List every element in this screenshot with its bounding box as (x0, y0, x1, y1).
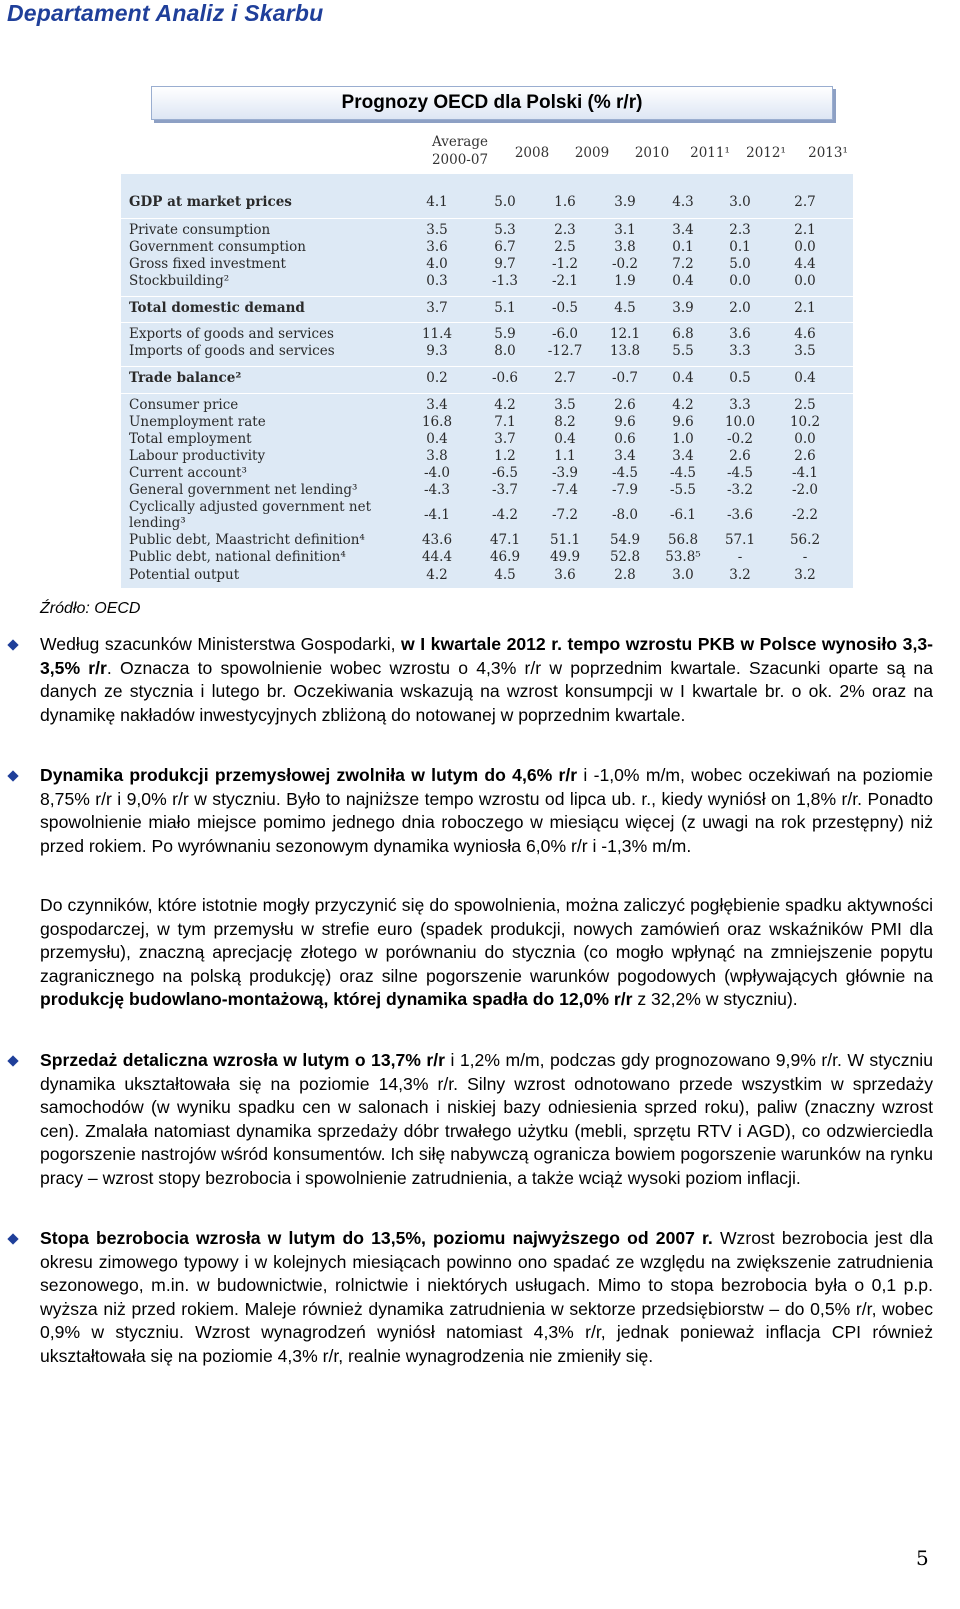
table-cell: 3.5 (426, 222, 448, 238)
row-label: Public debt, national definition⁴ (129, 549, 346, 565)
table-cell: 9.6 (614, 414, 636, 430)
table-cell: 5.9 (494, 326, 516, 342)
row-label: Unemployment rate (129, 414, 266, 430)
table-cell: 10.2 (789, 414, 821, 430)
table-cell: 5.1 (494, 300, 516, 316)
table-cell: 3.4 (614, 448, 636, 464)
table-cell: 16.8 (421, 414, 453, 430)
paragraph-industrial-production (40, 764, 933, 858)
table-cell: 3.4 (672, 448, 694, 464)
table-row (121, 300, 853, 317)
text-bold: Sprzedaż detaliczna wzrosła w lutym o 13,7% r/r (40, 1050, 446, 1070)
col-header-2010: 2010 (634, 145, 670, 161)
row-label: Public debt, Maastricht definition⁴ (129, 532, 365, 548)
text: . Oznacza to spowolnienie wobec wzrostu o 4,3% r/r w poprzednim kwartale. Szacunki oparte są na danych ze stycznia i lutego br. Oczekiwania wskazują na wzrost konsumpcji w I kwartale br. o ok. 2% oraz na dynamikę nakładów inwestycyjnych zbliżoną do notowanej w poprzednim kwartale. (40, 657, 933, 725)
table-cell: 2.6 (614, 397, 636, 413)
table-row (121, 499, 853, 531)
text-bold: w I kwartale 2012 r. tempo wzrostu PKB w Polsce wynosiło 3,3-3,5% r/r (40, 634, 933, 678)
table-cell: 0.4 (554, 431, 576, 447)
text: Według szacunków Ministerstwa Gospodarki, (40, 634, 402, 654)
text-bold: Stopa bezrobocia wzrosła w lutym do 13,5%, poziomu najwyższego od 2007 r. (40, 1228, 713, 1248)
figure-source: Źródło: OECD (40, 600, 141, 617)
table-cell: 3.2 (794, 567, 816, 583)
table-cell: -0.2 (611, 256, 639, 272)
text: i 1,2% m/m, podczas gdy prognozowano 9,9% r/r. W styczniu dynamika ukształtowała się na poziomie 14,3% r/r. Silny wzrost odnotowano przede wszystkim w sprzedaży samochodów (w wyniku spadku cen w salonach i niskiej bazy odniesienia sprzed roku), paliw (znaczny wzrost cen). Zmalała natomiast dynamika sprzedaży dóbr trwałego użytku (mebli, sprzętu RTV i AGD), co odzwierciedla pogorszenie nastrojów wśród konsumentów. Ich siłę nabywczą ogranicza bowiem pogorszenie warunków na rynku pracy – wzrost stopy bezrobocia i spowolnienie zatrudnienia, a także wciąż wysoki poziom inflacji. (40, 1050, 933, 1188)
text: Do czynników, które istotnie mogły przyczynić się do spowolnienia, można zaliczyć pogłębienie spadku aktywności gospodarczej, w tym przemysłu w strefie euro (spadek produkcji, nowych zamówień oraz wskaźników PMI dla przemysłu), znaczną aprecjację złotego w porównaniu do stycznia (co mogło wpłynąć na zmniejszenie popytu zagranicznego na polską produkcję) oraz silne pogorszenie warunków pogodowych (wpływających głównie na (40, 895, 933, 986)
table-cell: 3.5 (794, 343, 816, 359)
row-label: Government consumption (129, 239, 306, 255)
table-row (121, 549, 853, 566)
table-cell: 1.9 (614, 273, 636, 289)
table-cell: -1.2 (551, 256, 579, 272)
table-cell: 4.6 (794, 326, 816, 342)
table-row (121, 448, 853, 465)
table-cell: 0.4 (794, 370, 816, 386)
table-cell: -7.4 (551, 482, 579, 498)
table-cell: 6.8 (672, 326, 694, 342)
table-cell: - (802, 549, 808, 565)
table-cell: -1.3 (491, 273, 519, 289)
table-cell: 0.3 (426, 273, 448, 289)
text-bold: Dynamika produkcji przemysłowej zwolniła w lutym do 4,6% r/r (40, 765, 578, 785)
table-cell: 3.0 (729, 194, 751, 210)
row-label: Cyclically adjusted government net lending³ (129, 499, 372, 531)
table-cell: - (737, 549, 743, 565)
table-cell: -5.5 (669, 482, 697, 498)
table-cell: 2.5 (794, 397, 816, 413)
table-cell: 1.2 (494, 448, 516, 464)
text-bold: produkcję budowlano-montażową, której dynamika spadła do 12,0% r/r (40, 989, 633, 1009)
table-cell: 3.6 (729, 326, 751, 342)
page-number: 5 (916, 1546, 929, 1570)
table-cell: 53.8⁵ (665, 549, 701, 565)
table-cell: 7.1 (494, 414, 516, 430)
table-row (121, 326, 853, 343)
table-cell: 1.1 (554, 448, 576, 464)
table-cell: -4.1 (423, 507, 451, 523)
table-cell: 1.0 (672, 431, 694, 447)
table-cell: 5.3 (494, 222, 516, 238)
table-cell: 2.6 (794, 448, 816, 464)
table-cell: 6.7 (494, 239, 516, 255)
table-cell: 3.1 (614, 222, 636, 238)
table-cell: 3.8 (426, 448, 448, 464)
table-cell: 3.5 (554, 397, 576, 413)
table-cell: -6.0 (551, 326, 579, 342)
table-cell: 57.1 (724, 532, 756, 548)
table-cell: 4.4 (794, 256, 816, 272)
table-cell: 54.9 (609, 532, 641, 548)
table-cell: -2.0 (791, 482, 819, 498)
table-cell: 3.4 (672, 222, 694, 238)
table-cell: 1.6 (554, 194, 576, 210)
table-cell: 44.4 (421, 549, 453, 565)
row-label: Total domestic demand (129, 300, 305, 316)
table-cell: 3.3 (729, 397, 751, 413)
table-cell: -6.1 (669, 507, 697, 523)
table-cell: 12.1 (609, 326, 641, 342)
table-cell: 4.2 (426, 567, 448, 583)
table-cell: -8.0 (611, 507, 639, 523)
table-cell: 9.7 (494, 256, 516, 272)
table-cell: -4.0 (423, 465, 451, 481)
table-cell: -0.5 (551, 300, 579, 316)
col-header-2011: 2011¹ (690, 145, 730, 161)
table-cell: 0.1 (672, 239, 694, 255)
col-header-average (430, 133, 490, 173)
table-cell: 0.4 (672, 370, 694, 386)
table-cell: 0.0 (794, 239, 816, 255)
table-cell: 3.3 (729, 343, 751, 359)
table-cell: 46.9 (489, 549, 521, 565)
table-cell: -3.6 (726, 507, 754, 523)
table-cell: 2.3 (554, 222, 576, 238)
table-row (121, 239, 853, 256)
table-cell: 4.1 (426, 194, 448, 210)
table-row (121, 222, 853, 239)
department-header: Departament Analiz i Skarbu (7, 0, 324, 26)
paragraph-unemployment (40, 1227, 933, 1368)
row-label: Gross fixed investment (129, 256, 286, 272)
table-cell: -0.7 (611, 370, 639, 386)
bullet-icon (7, 770, 18, 781)
bullet-icon (7, 639, 18, 650)
table-cell: 3.4 (426, 397, 448, 413)
table-separator (121, 366, 853, 367)
table-cell: -0.6 (491, 370, 519, 386)
table-row (121, 256, 853, 273)
table-cell: 0.2 (426, 370, 448, 386)
table-cell: 3.9 (614, 194, 636, 210)
row-label: Labour productivity (129, 448, 266, 464)
table-cell: 3.2 (729, 567, 751, 583)
table-cell: 2.8 (614, 567, 636, 583)
table-cell: -2.2 (791, 507, 819, 523)
table-cell: -4.2 (491, 507, 519, 523)
row-label: General government net lending³ (129, 482, 358, 498)
figure-title: Prognozy OECD dla Polski (% r/r) (151, 86, 833, 120)
table-cell: 3.7 (426, 300, 448, 316)
table-cell: -7.2 (551, 507, 579, 523)
col-header-2013: 2013¹ (808, 145, 848, 161)
table-cell: 4.5 (614, 300, 636, 316)
table-cell: 47.1 (489, 532, 521, 548)
row-label: Exports of goods and services (129, 326, 334, 342)
row-label: Total employment (129, 431, 252, 447)
table-cell: 0.5 (729, 370, 751, 386)
table-cell: 2.0 (729, 300, 751, 316)
oecd-forecast-table (121, 174, 853, 588)
table-cell: 4.3 (672, 194, 694, 210)
table-cell: 43.6 (421, 532, 453, 548)
table-row (121, 482, 853, 499)
table-cell: -0.2 (726, 431, 754, 447)
row-label: Private consumption (129, 222, 271, 238)
bullet-icon (7, 1233, 18, 1244)
row-label: Current account³ (129, 465, 247, 481)
table-cell: 13.8 (609, 343, 641, 359)
row-label: Imports of goods and services (129, 343, 335, 359)
table-cell: 0.0 (729, 273, 751, 289)
table-cell: -4.5 (611, 465, 639, 481)
table-cell: 2.1 (794, 300, 816, 316)
col-header-2008: 2008 (514, 145, 550, 161)
table-cell: 0.0 (794, 431, 816, 447)
table-cell: 0.4 (426, 431, 448, 447)
table-separator (121, 296, 853, 297)
row-label: Potential output (129, 567, 240, 583)
table-row (121, 567, 853, 584)
row-label: Trade balance² (129, 370, 242, 386)
table-row (121, 273, 853, 290)
table-cell: -7.9 (611, 482, 639, 498)
table-cell: 3.6 (554, 567, 576, 583)
table-cell: 2.1 (794, 222, 816, 238)
table-cell: 5.0 (494, 194, 516, 210)
table-row (121, 397, 853, 414)
row-label: Consumer price (129, 397, 239, 413)
table-cell: 3.6 (426, 239, 448, 255)
row-label: GDP at market prices (129, 194, 292, 210)
text: Wzrost bezrobocia jest dla okresu zimowego typowy i w kolejnych miesiącach powinno ono spadać ze względu na zwiększenie zatrudnienia sezonowego, m.in. w budownictwie, rolnictwie i niektórych usługach. Mimo to stopa bezrobocia była o 0,1 p.p. wyższa niż przed rokiem. Maleje również dynamika zatrudnienia w sektorze przedsiębiorstw – do 0,5% r/r, wobec 0,9% w styczniu. Wzrost wynagrodzeń wyniósł natomiast 4,3% r/r, jednak ponieważ inflacja CPI również ukształtowała się na poziomie 4,3% r/r, realnie wynagrodzenia nie zmieniły się. (40, 1228, 933, 1366)
table-cell: -3.7 (491, 482, 519, 498)
table-row (121, 465, 853, 482)
table-cell: 56.2 (789, 532, 821, 548)
bullet-icon (7, 1055, 18, 1066)
table-cell: -6.5 (491, 465, 519, 481)
table-cell: 2.5 (554, 239, 576, 255)
table-cell: 8.0 (494, 343, 516, 359)
table-cell: 3.0 (672, 567, 694, 583)
table-cell: -4.3 (423, 482, 451, 498)
table-cell: -12.7 (547, 343, 583, 359)
table-cell: -4.1 (791, 465, 819, 481)
table-cell: -3.2 (726, 482, 754, 498)
col-header-2012: 2012¹ (746, 145, 786, 161)
table-cell: 0.4 (672, 273, 694, 289)
col-header-2009: 2009 (574, 145, 610, 161)
table-row (121, 194, 853, 211)
table-cell: 56.8 (667, 532, 699, 548)
table-cell: 9.3 (426, 343, 448, 359)
table-cell: 2.6 (729, 448, 751, 464)
row-label: Stockbuilding² (129, 273, 230, 289)
table-cell: 5.5 (672, 343, 694, 359)
table-cell: 2.3 (729, 222, 751, 238)
paragraph-slowdown-factors (40, 894, 933, 1012)
table-cell: 4.2 (494, 397, 516, 413)
table-separator (121, 218, 853, 219)
table-row (121, 532, 853, 549)
table-cell: 0.0 (794, 273, 816, 289)
table-row (121, 414, 853, 431)
table-cell: 4.2 (672, 397, 694, 413)
table-cell: 5.0 (729, 256, 751, 272)
table-cell: 3.7 (494, 431, 516, 447)
table-cell: 51.1 (549, 532, 581, 548)
table-cell: 0.1 (729, 239, 751, 255)
table-cell: 2.7 (554, 370, 576, 386)
table-row (121, 343, 853, 360)
table-cell: 3.9 (672, 300, 694, 316)
table-separator (121, 393, 853, 394)
table-cell: -2.1 (551, 273, 579, 289)
table-cell: 4.0 (426, 256, 448, 272)
table-cell: 7.2 (672, 256, 694, 272)
paragraph-retail-sales (40, 1049, 933, 1190)
text: z 32,2% w styczniu). (632, 989, 798, 1009)
table-row (121, 370, 853, 387)
table-cell: 49.9 (549, 549, 581, 565)
table-separator (121, 322, 853, 323)
table-cell: 8.2 (554, 414, 576, 430)
table-cell: -4.5 (726, 465, 754, 481)
table-cell: 0.6 (614, 431, 636, 447)
table-cell: 11.4 (421, 326, 453, 342)
paragraph-gdp (40, 633, 933, 727)
table-cell: 10.0 (724, 414, 756, 430)
table-cell: 3.8 (614, 239, 636, 255)
table-cell: 9.6 (672, 414, 694, 430)
table-cell: -3.9 (551, 465, 579, 481)
table-cell: -4.5 (669, 465, 697, 481)
table-cell: 2.7 (794, 194, 816, 210)
table-row (121, 431, 853, 448)
text: i -1,0% m/m, wobec oczekiwań na poziomie 8,75% r/r i 9,0% r/r w styczniu. Było to najniższe tempo wzrostu od lipca ub. r., kiedy wyniósł on 1,8% r/r. Ponadto spowolnienie miało miejsce pomimo jednego dnia roboczego w miesiącu więcej (z uwagi na rok przestępny) niż przed rokiem. Po wyrównaniu sezonowym dynamika wyniosła 6,0% r/r i -1,3% m/m. (40, 765, 934, 856)
col-header-label: Average 2000-07 (431, 134, 489, 168)
table-cell: 52.8 (609, 549, 641, 565)
table-cell: 4.5 (494, 567, 516, 583)
